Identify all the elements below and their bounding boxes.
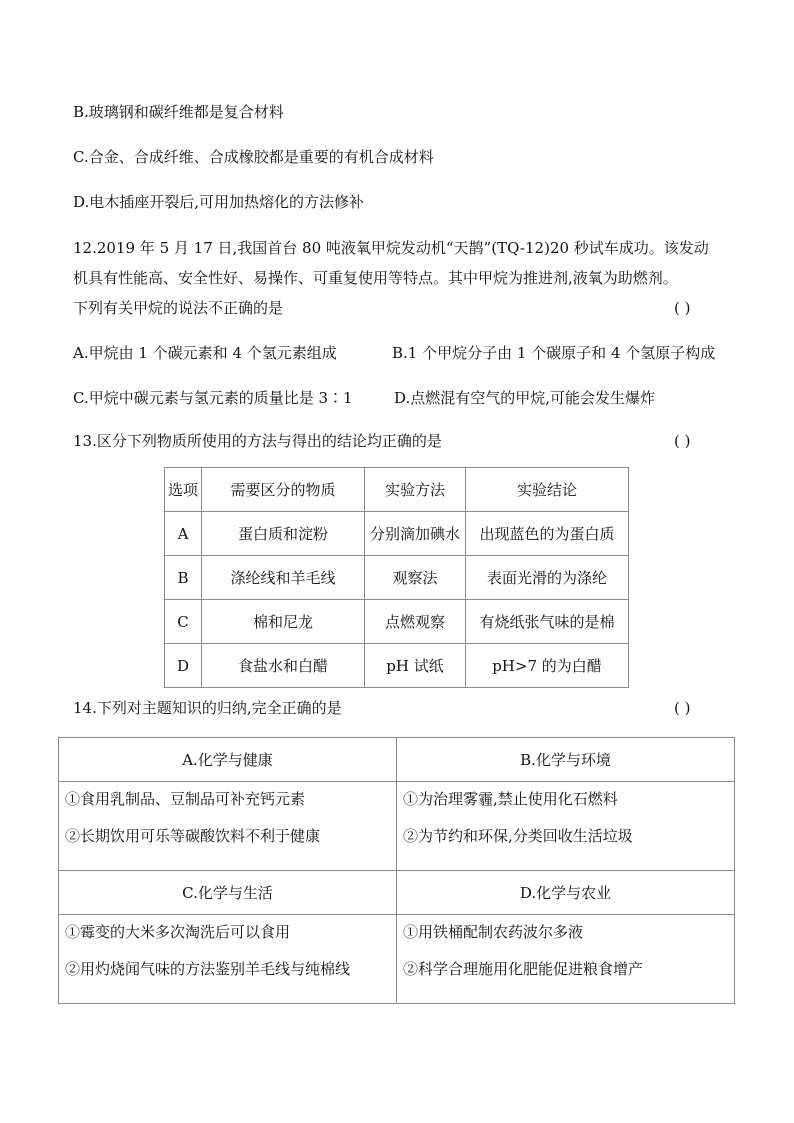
q12-stem-line-1: 12.2019 年 5 月 17 日,我国首台 80 吨液氧甲烷发动机“天鹊”(TQ-12)20 秒试车成功。该发动 [73, 239, 709, 257]
table-row [165, 644, 629, 688]
table-header-cell: 实验方法 [365, 468, 466, 512]
table-row [165, 512, 629, 556]
table-row [165, 600, 629, 644]
section-body-a [59, 782, 397, 871]
q14-summary-table [58, 737, 735, 1004]
list-item: ②用灼烧闻气味的方法鉴别羊毛线与纯棉线 [65, 960, 351, 978]
table-cell: D [165, 644, 202, 688]
table-header-cell: 选项 [165, 468, 202, 512]
list-item: ①为治理雾霾,禁止使用化石燃料 [403, 790, 618, 808]
table-cell: 观察法 [365, 556, 466, 600]
section-body-c [59, 915, 397, 1004]
q14-stem: 14.下列对主题知识的归纳,完全正确的是 [73, 699, 342, 717]
list-item: ②科学合理施用化肥能促进粮食增产 [403, 960, 644, 978]
q13-stem: 13.区分下列物质所使用的方法与得出的结论均正确的是 [73, 432, 442, 450]
q12-option-b: B.1 个甲烷分子由 1 个碳原子和 4 个氢原子构成 [392, 344, 716, 362]
list-item: ①用铁桶配制农药波尔多液 [403, 923, 584, 941]
list-item: ①食用乳制品、豆制品可补充钙元素 [65, 790, 306, 808]
q12-option-a: A.甲烷由 1 个碳元素和 4 个氢元素组成 [73, 344, 337, 362]
q12-stem-line-3: 下列有关甲烷的说法不正确的是 [73, 299, 284, 317]
table-row [165, 556, 629, 600]
table-cell: 分别滴加碘水 [365, 512, 466, 556]
q11-option-c: C.合金、合成纤维、合成橡胶都是重要的有机合成材料 [73, 148, 434, 166]
table-cell: pH 试纸 [365, 644, 466, 688]
section-body-d [397, 915, 735, 1004]
q11-option-b: B.玻璃钢和碳纤维都是复合材料 [73, 103, 284, 121]
table-cell: B [165, 556, 202, 600]
table-cell: A [165, 512, 202, 556]
section-title-d: D.化学与农业 [397, 871, 735, 915]
section-title-c: C.化学与生活 [59, 871, 397, 915]
q12-option-d: D.点燃混有空气的甲烷,可能会发生爆炸 [394, 389, 656, 407]
table-cell: 涤纶线和羊毛线 [202, 556, 365, 600]
list-item: ②为节约和环保,分类回收生活垃圾 [403, 827, 633, 845]
table-header-cell: 需要区分的物质 [202, 468, 365, 512]
q12-stem-line-2: 机具有性能高、安全性好、易操作、可重复使用等特点。其中甲烷为推进剂,液氧为助燃剂。 [73, 269, 678, 287]
table-cell: 棉和尼龙 [202, 600, 365, 644]
table-cell: C [165, 600, 202, 644]
table-cell: 有烧纸张气味的是棉 [466, 600, 629, 644]
table-header-row [59, 871, 735, 915]
table-cell: 点燃观察 [365, 600, 466, 644]
q12-answer-blank: ( ) [674, 299, 691, 317]
q13-comparison-table [164, 467, 629, 688]
table-header-row [59, 738, 735, 782]
list-item: ②长期饮用可乐等碳酸饮料不利于健康 [65, 827, 321, 845]
q14-answer-blank: ( ) [674, 699, 691, 717]
table-cell: 出现蓝色的为蛋白质 [466, 512, 629, 556]
section-title-b: B.化学与环境 [397, 738, 735, 782]
q13-answer-blank: ( ) [674, 432, 691, 450]
section-body-b [397, 782, 735, 871]
table-row [59, 915, 735, 1004]
table-header-cell: 实验结论 [466, 468, 629, 512]
section-title-a: A.化学与健康 [59, 738, 397, 782]
table-cell: 表面光滑的为涤纶 [466, 556, 629, 600]
table-cell: pH>7 的为白醋 [466, 644, 629, 688]
table-header-row [165, 468, 629, 512]
q12-option-c: C.甲烷中碳元素与氢元素的质量比是 3∶1 [73, 389, 353, 407]
table-cell: 蛋白质和淀粉 [202, 512, 365, 556]
table-cell: 食盐水和白醋 [202, 644, 365, 688]
table-row [59, 782, 735, 871]
list-item: ①霉变的大米多次淘洗后可以食用 [65, 923, 291, 941]
q11-option-d: D.电木插座开裂后,可用加热熔化的方法修补 [73, 193, 365, 211]
